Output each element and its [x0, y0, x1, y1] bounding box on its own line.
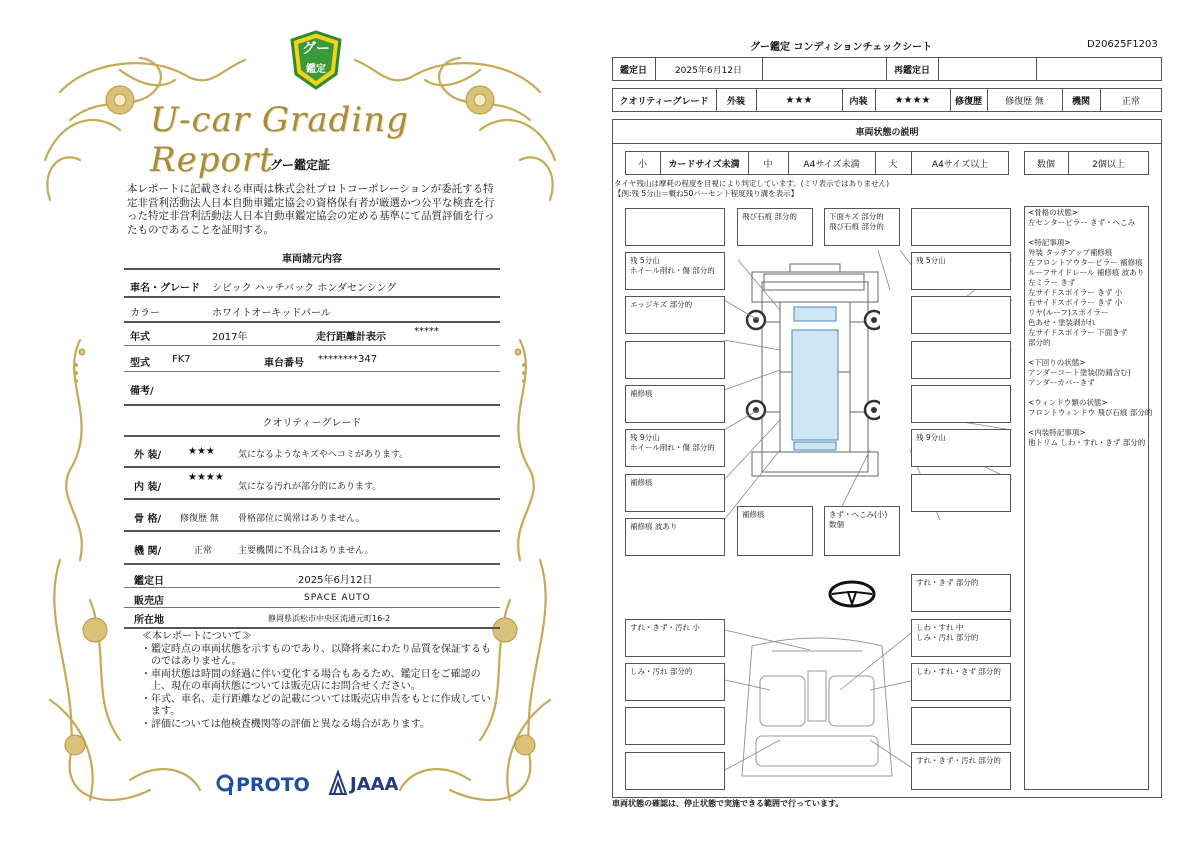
- note-item: ・鑑定時点の車両状態を示すものであり、以降将来にわたり品質を保証するものではありません。: [141, 643, 491, 667]
- condition-note-line: [1028, 418, 1154, 428]
- badge-top-text: グー: [302, 41, 330, 57]
- divider: [124, 498, 500, 500]
- frame-label: 骨 格/: [134, 514, 162, 525]
- damage-box: [625, 752, 725, 790]
- divider: [124, 563, 500, 565]
- condition-check-sheet-page: [600, 0, 1200, 848]
- color-label: カラー: [130, 308, 160, 319]
- divider: [124, 530, 500, 532]
- engine-description: 主要機関に不具合はありません。: [238, 546, 374, 556]
- condition-note-line: リヤ(ルーフ)スポイラー: [1028, 308, 1109, 317]
- damage-box: [911, 208, 1011, 246]
- date-label: 鑑定日: [134, 576, 164, 587]
- divider: [124, 296, 500, 298]
- divider: [124, 268, 500, 270]
- damage-box: [911, 252, 1011, 290]
- damage-text: すれ・きず・汚れ 部分的: [916, 756, 1001, 765]
- name-label: 車名・グレード: [130, 283, 200, 294]
- condition-note-line: ルーフサイドレール 補修痕 波あり: [1028, 268, 1145, 277]
- remarks-label: 備考/: [130, 386, 154, 397]
- damage-box: [911, 341, 1011, 379]
- proto-logo-text: PROTO: [236, 774, 310, 796]
- chassis-value: ********347: [318, 354, 378, 365]
- model-value: FK7: [172, 354, 191, 365]
- damage-text: 残 9分山: [916, 433, 946, 442]
- exterior-stars: ★★★: [188, 446, 215, 457]
- divider: [124, 404, 500, 406]
- divider: [124, 607, 500, 608]
- damage-text: すれ・きず・汚れ 小: [630, 623, 700, 632]
- damage-text: 補修痕: [742, 510, 765, 519]
- divider: [124, 587, 500, 588]
- condition-note-line: フロントウィンドウ 飛び石痕 部分的: [1028, 408, 1153, 417]
- damage-text: 補修痕: [630, 478, 653, 487]
- damage-text: 補修痕 波あり: [630, 522, 678, 531]
- size-large: 大: [888, 159, 898, 170]
- condition-note-line: 右サイドスポイラー きず 小: [1028, 298, 1123, 307]
- condition-note-line: 色あせ・塗装剥がれ: [1028, 318, 1096, 327]
- divider: [124, 627, 500, 629]
- repair-history-value: 修復歴 無: [1005, 96, 1044, 107]
- damage-text: 残 5分山 ホイール削れ・傷 部分的: [630, 256, 715, 275]
- model-label: 型式: [130, 358, 150, 369]
- condition-note-line: <ウィンドウ類の状態>: [1028, 398, 1108, 407]
- mileage-value: *****: [414, 326, 439, 337]
- damage-text: きず・へこみ(小) 数個: [829, 510, 888, 529]
- condition-note-line: 左サイドスポイラー 下面きず: [1028, 328, 1128, 337]
- damage-box: [625, 429, 725, 467]
- tire-note-2: 【例:残 5分山＝概ね50パーセント程度残り溝を表示】: [614, 189, 799, 198]
- engine-value: 正常: [194, 546, 213, 556]
- exterior-label: 外装: [726, 96, 745, 107]
- report-notes: [140, 631, 500, 731]
- mileage-label: 走行距離計表示: [316, 332, 386, 343]
- damage-box: [625, 385, 725, 423]
- exterior-description: 気になるようなキズやヘコミがあります。: [238, 450, 409, 460]
- condition-note-line: 部分的: [1028, 338, 1051, 347]
- condition-notes: [1028, 208, 1154, 448]
- condition-heading: 車両状態の説明: [855, 127, 919, 138]
- name-value: シビック ハッチバック ホンダセンシング: [212, 283, 397, 294]
- sheet-id: D20625F1203: [1087, 39, 1158, 50]
- count-label: 数個: [1036, 159, 1055, 170]
- damage-box: [737, 208, 813, 246]
- engine-label: 機関: [1071, 96, 1090, 107]
- divider: [124, 345, 500, 346]
- certificate-title: グー鑑定証: [269, 158, 330, 172]
- divider: [124, 321, 500, 323]
- color-value: ホワイトオーキッドパール: [212, 308, 331, 319]
- condition-note-line: [1028, 388, 1154, 398]
- damage-box: [625, 474, 725, 512]
- damage-box: [824, 506, 900, 556]
- date-value: 2025年6月12日: [674, 65, 743, 76]
- size-mid-desc: A4サイズ未満: [803, 159, 860, 170]
- dealer-value: SPACE AUTO: [304, 593, 371, 603]
- condition-note-line: 左センターピラー きず・へこみ: [1028, 218, 1136, 227]
- condition-note-line: アンダーカバーきず: [1028, 378, 1095, 387]
- damage-text: 飛び石痕 部分的: [742, 212, 797, 221]
- damage-box: [911, 574, 1011, 612]
- quality-grade-label: クオリティーグレード: [619, 96, 709, 107]
- re-date-label: 再鑑定日: [893, 65, 930, 76]
- condition-note-line: 外装 タッチアップ補修痕: [1028, 248, 1113, 257]
- frame-value: 修復歴 無: [180, 514, 219, 524]
- damage-box: [911, 296, 1011, 334]
- address-value: 静岡県浜松市中央区流通元町16-2: [268, 614, 391, 623]
- note-item: ・年式、車名、走行距離などの記載については販売店申告をもとに作成しています。: [141, 693, 491, 717]
- damage-box: [625, 252, 725, 290]
- damage-text: しみ・汚れ 部分的: [630, 667, 693, 676]
- condition-note-line: 他トリム しわ・すれ・きず 部分的: [1028, 438, 1146, 447]
- damage-box: [911, 474, 1011, 512]
- damage-text: しわ・すれ 中 しみ・汚れ 部分的: [916, 623, 979, 642]
- damage-box: [911, 429, 1011, 467]
- note-item: ・評価については他検査機関等の評価と異なる場合があります。: [141, 718, 430, 730]
- dealer-label: 販売店: [134, 596, 164, 607]
- tire-note-1: タイヤ残山は摩耗の程度を目視により判定しています。(ミリ表示ではありません): [614, 179, 890, 188]
- address-label: 所在地: [134, 615, 164, 626]
- year-label: 年式: [130, 332, 150, 343]
- damage-box: [625, 518, 725, 556]
- damage-box: [625, 619, 725, 657]
- interior-description: 気になる汚れが部分的にあります。: [238, 482, 382, 492]
- footer-note: 車両状態の確認は、停止状態で実施できる範囲で行っています。: [612, 799, 844, 808]
- damage-box: [625, 341, 725, 379]
- size-mid: 中: [763, 159, 773, 170]
- damage-text: 補修痕: [630, 389, 653, 398]
- divider: [124, 466, 500, 468]
- size-large-desc: A4サイズ以上: [931, 159, 989, 170]
- condition-note-line: <内装特記事項>: [1028, 428, 1086, 437]
- exterior-stars: ★★★: [785, 94, 813, 106]
- damage-box: [625, 208, 725, 246]
- damage-text: 残 5分山: [916, 256, 946, 265]
- notes-title: ≪本レポートについて≫: [142, 631, 252, 642]
- damage-box: [911, 619, 1011, 657]
- year-value: 2017年: [212, 332, 248, 343]
- damage-box: [911, 663, 1011, 701]
- size-small-desc: カードサイズ未満: [668, 159, 740, 170]
- condition-note-line: <特記事項>: [1028, 238, 1071, 247]
- interior-callout-lines: [720, 620, 920, 790]
- note-item: ・車両状態は時間の経過に伴い変化する場合もあるため、鑑定日をご確認の上、現在の車両状態については販売店にお問合せください。: [141, 668, 481, 692]
- damage-text: しわ・すれ・きず 部分的: [916, 667, 1001, 676]
- damage-box: [911, 707, 1011, 745]
- exterior-label: 外 装/: [134, 450, 162, 461]
- damage-box: [824, 208, 900, 246]
- damage-text: 残 9分山 ホイール削れ・傷 部分的: [630, 433, 715, 452]
- condition-note-line: <下回りの状態>: [1028, 358, 1086, 367]
- damage-box: [625, 707, 725, 745]
- condition-note-line: [1028, 228, 1154, 238]
- damage-text: エッジキズ 部分的: [630, 300, 693, 309]
- certificate-intro: 本レポートに記載される車両は株式会社プロトコーポレーションが委託する特定非営利活動法人日本自動車鑑定協会の資格保有者が厳選かつ公平な検査を行った特定非営利活動法人日本自動車鑑定協会の定める基準にて品質評価を行ったものであることを証明する。: [127, 183, 495, 236]
- script-title: U-car Grading Report: [150, 100, 409, 180]
- frame-description: 骨格部位に異常はありません。: [238, 514, 365, 524]
- divider: [124, 371, 500, 372]
- interior-label: 内 装/: [134, 482, 162, 493]
- interior-stars: ★★★★: [188, 472, 224, 483]
- steering-wheel-icon: [828, 580, 876, 608]
- condition-note-line: 左サイドスポイラー きず 小: [1028, 288, 1123, 297]
- damage-box: [737, 506, 813, 556]
- repair-history-label: 修復歴: [954, 96, 982, 107]
- quality-section-heading: クオリティーグレード: [262, 418, 362, 429]
- damage-box: [625, 296, 725, 334]
- engine-label: 機 関/: [134, 546, 162, 557]
- condition-note-line: 左ミラー きず: [1028, 278, 1076, 287]
- condition-note-line: <骨格の状態>: [1028, 208, 1079, 217]
- divider: [124, 435, 500, 437]
- size-small: 小: [637, 159, 647, 170]
- condition-note-line: [1028, 348, 1154, 358]
- count-desc: 2個以上: [1092, 159, 1125, 170]
- condition-note-line: 左フロントアウターピラー 補修痕: [1028, 258, 1143, 267]
- engine-value: 正常: [1121, 96, 1140, 107]
- date-value: 2025年6月12日: [298, 575, 373, 586]
- jaaa-logo-icon: [328, 770, 348, 796]
- jaaa-logo-text: JAAA: [350, 774, 399, 795]
- damage-box: [625, 663, 725, 701]
- proto-logo-icon: [216, 774, 234, 796]
- spec-section-heading: 車両諸元内容: [282, 254, 342, 265]
- damage-text: すれ・きず 部分的: [916, 578, 979, 587]
- sheet-title: グー鑑定 コンディションチェックシート: [750, 42, 933, 53]
- interior-label: 内装: [849, 96, 868, 107]
- damage-box: [911, 752, 1011, 790]
- condition-note-line: アンダーコート塗装(防錆含む): [1028, 368, 1131, 377]
- date-label: 鑑定日: [619, 65, 647, 76]
- interior-stars: ★★★★: [894, 94, 931, 106]
- damage-text: 下面キズ 部分的 飛び石痕 部分的: [829, 212, 884, 231]
- damage-box: [911, 385, 1011, 423]
- chassis-label: 車台番号: [264, 358, 304, 369]
- badge-bottom-text: 鑑定: [306, 64, 326, 75]
